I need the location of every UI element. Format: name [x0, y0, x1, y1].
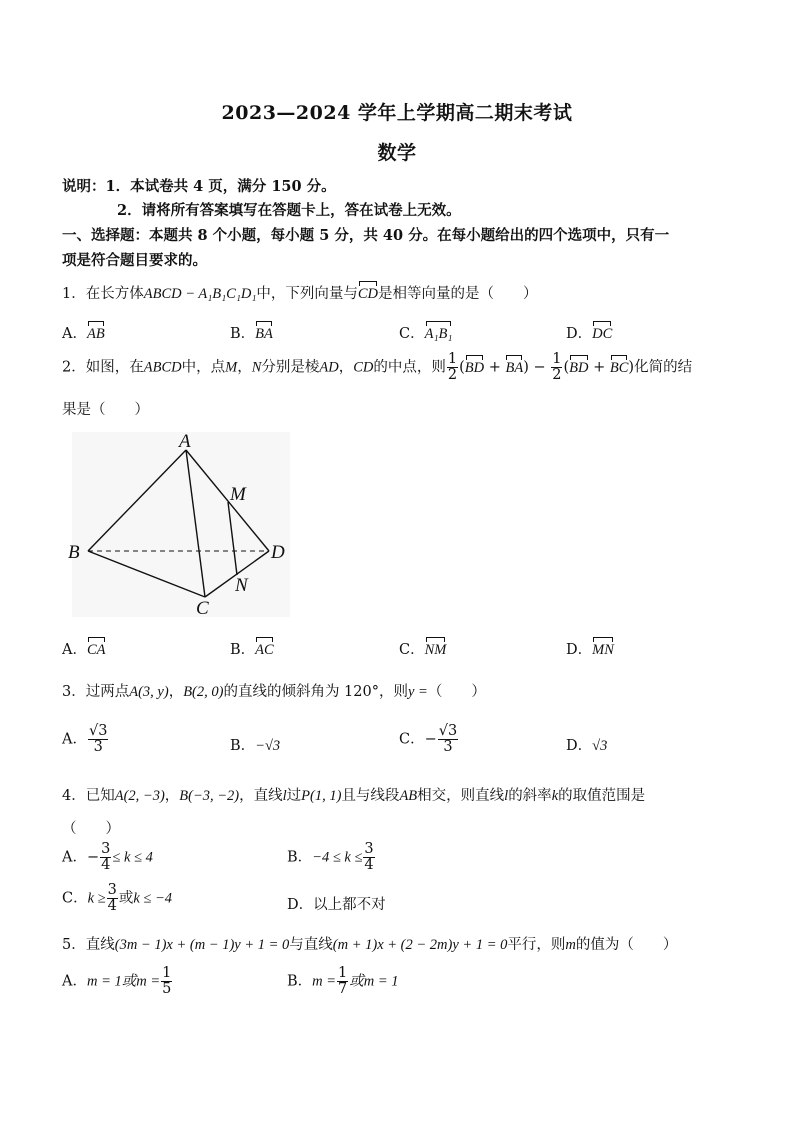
q2-option-c: C．NM	[399, 636, 446, 659]
label-d: D	[271, 542, 285, 563]
q3-option-b: B．−√3	[230, 738, 281, 754]
q5-option-a: A．m = 1或m = $\frac{1}{5}$	[62, 965, 172, 998]
q5-option-b: B．m = $\frac{1}{7}$ 或m = 1	[287, 965, 399, 998]
label-m: M	[230, 484, 246, 505]
edge-ac	[186, 450, 205, 597]
question-5: 5．直线(3m − 1)x + (m − 1)y + 1 = 0与直线(m + 1)x + (2 − 2m)y + 1 = 0平行，则m的值为（ ）	[62, 937, 678, 953]
q2-option-d: D．MN	[566, 636, 614, 659]
q4-option-a: A．− $\frac{3}{4}$ ≤ k ≤ 4	[62, 841, 153, 874]
q2-option-b: B．AC	[230, 636, 274, 659]
question-2: 2．如图，在ABCD中，点M，N分别是棱AD，CD的中点，则 $\frac{1}{2}$ (BD + BA) − $\frac{1}{2}$ (BD + BC)化简的结	[62, 351, 693, 384]
q1-option-b: B．BA	[230, 320, 273, 343]
exam-subject: 数学	[377, 142, 417, 164]
tetrahedron-diagram	[60, 430, 300, 620]
section-heading: 一、选择题：本题共 8 个小题，每小题 5 分，共 40 分。在每小题给出的四个选项中，只有一	[62, 227, 670, 244]
edge-ab	[88, 450, 186, 551]
q3-option-a: A． $\frac{√3}{3}$	[62, 723, 108, 756]
label-b: B	[68, 542, 80, 563]
question-3: 3．过两点A(3, y)，B(2, 0)的直线的倾斜角为 120°，则y =（ ）	[62, 684, 486, 700]
q1-option-d: D．DC	[566, 320, 612, 343]
vector: CD	[358, 280, 378, 303]
q2-option-a: A．CA	[62, 636, 106, 659]
edge-bc	[88, 551, 205, 597]
exam-title: 2023—2024 学年上学期高二期末考试	[221, 102, 573, 124]
segment-mn	[228, 502, 237, 575]
q4-option-d: D．以上都不对	[287, 897, 386, 913]
note-line-1: 说明：1．本试卷共 4 页，满分 150 分。	[62, 178, 336, 195]
note-line-2: 2．请将所有答案填写在答题卡上，答在试卷上无效。	[117, 202, 461, 219]
label-a: A	[179, 431, 191, 452]
edge-ad	[186, 450, 269, 551]
question-4-paren: （ ）	[62, 821, 120, 837]
q1-option-a: A．AB	[62, 320, 105, 343]
q4-option-b: B．−4 ≤ k ≤ $\frac{3}{4}$	[287, 841, 374, 874]
section-heading-cont: 项是符合题目要求的。	[62, 252, 207, 269]
question-1: 1．在长方体ABCD − A₁B₁C₁D₁中，下列向量与CD是相等向量的是（ ）	[62, 280, 538, 303]
q3-option-d: D．√3	[566, 738, 608, 754]
q3-option-c: C．− $\frac{√3}{3}$	[399, 723, 458, 756]
label-n: N	[235, 575, 248, 596]
label-c: C	[196, 598, 209, 619]
question-2-cont: 果是（ ）	[62, 402, 149, 418]
q4-option-c: C．k ≥ $\frac{3}{4}$ 或k ≤ −4	[62, 882, 173, 915]
question-4: 4．已知A(2, −3)，B(−3, −2)，直线l过P(1, 1)且与线段AB相交，则直线l的斜率k的取值范围是	[62, 788, 646, 804]
q1-option-c: C．A₁B₁	[399, 320, 452, 343]
